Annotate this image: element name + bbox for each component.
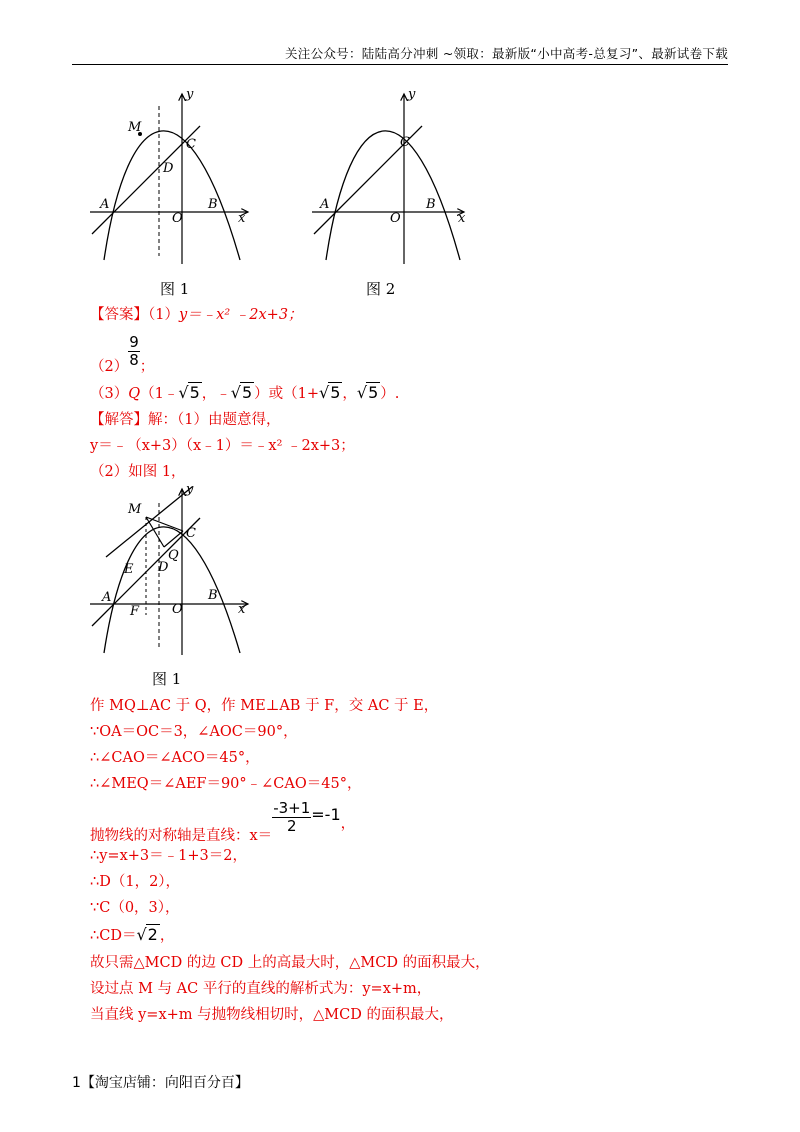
solution-line-5: ∵OA＝OC＝3，∠AOC＝90°，: [90, 724, 298, 740]
figure-1: [88, 88, 258, 268]
solution-line-9: ∴y=x+3＝﹣1+3＝2，: [90, 848, 247, 864]
answer-tag: 【答案】: [90, 307, 148, 323]
fig3-label-q: Q: [168, 548, 179, 563]
fig3-label-y: y: [186, 485, 194, 497]
header-divider: [72, 64, 728, 65]
fig2-label-a: A: [320, 197, 330, 212]
answer-line-3: （3）Q（1﹣√5 ，﹣√5 ）或（1+√5 ，√5 ）.: [90, 383, 400, 402]
fig1-label-d: D: [163, 161, 174, 176]
fig2-label-c: C: [400, 135, 410, 150]
fig3-label-o: O: [172, 602, 183, 617]
solution-line-14: 设过点 M 与 AC 平行的直线的解析式为：y=x+m，: [90, 981, 432, 997]
solution-line-7: ∴∠MEQ＝∠AEF＝90°﹣∠CAO＝45°，: [90, 776, 362, 792]
fig1-label-y: y: [186, 88, 194, 102]
solution-line-10: ∴D（1，2），: [90, 874, 181, 890]
fig2-label-x: x: [458, 211, 466, 226]
solution-line-11: ∵C（0，3），: [90, 900, 180, 916]
solution-line-13: 故只需△MCD 的边 CD 上的高最大时，△MCD 的面积最大，: [90, 955, 490, 971]
footer-text: 1【淘宝店铺：向阳百分百】: [72, 1075, 249, 1091]
fig1-label-a: A: [100, 197, 110, 212]
solution-tag: 【解答】: [90, 412, 148, 428]
fig2-label-b: B: [426, 197, 436, 212]
answer-line-2: （2） $\frac{9}{8}$ ；: [90, 333, 155, 375]
solution-line-12: ∴CD＝√2 ，: [90, 925, 175, 944]
fig2-label-y: y: [408, 88, 416, 102]
fig2-label-o: O: [390, 211, 401, 226]
figure-2-caption: 图 2: [366, 280, 396, 298]
figure-3: [88, 485, 258, 660]
fig3-label-d: D: [158, 560, 169, 575]
fig3-label-e: E: [124, 562, 134, 577]
fig1-label-b: B: [208, 197, 218, 212]
figure-3-caption: 图 1: [152, 670, 182, 688]
answer-line-1: 【答案】（1）y＝﹣x² ﹣2x+3；: [90, 307, 303, 323]
solution-line-2: y＝﹣（x+3）（x﹣1）＝﹣x² ﹣2x+3；: [90, 438, 355, 454]
solution-line-15: 当直线 y=x+m 与抛物线相切时，△MCD 的面积最大，: [90, 1007, 454, 1023]
solution-line-6: ∴∠CAO＝∠ACO＝45°，: [90, 750, 260, 766]
fig1-label-m: M: [128, 120, 142, 135]
solution-line-1: 【解答】解：（1）由题意得，: [90, 412, 281, 428]
fig3-label-c: C: [186, 526, 196, 541]
fig1-label-c: C: [186, 137, 196, 152]
fig3-label-b: B: [208, 588, 218, 603]
fig1-label-o: O: [172, 211, 183, 226]
solution-line-4: 作 MQ⊥AC 于 Q，作 ME⊥AB 于 F，交 AC 于 E，: [90, 698, 439, 714]
solution-line-3: （2）如图 1，: [90, 464, 186, 480]
figure-1-caption: 图 1: [160, 280, 190, 298]
solution-line-8: 抛物线的对称轴是直线：x＝ $\frac{-3+1}{2}$ =-1，: [90, 799, 356, 844]
fig3-label-f: F: [130, 604, 140, 619]
fig3-label-m: M: [128, 502, 142, 517]
figure-2: [310, 88, 480, 268]
fig1-label-x: x: [238, 211, 246, 226]
header-text: 关注公众号：陆陆高分冲刺 ~领取：最新版“小中高考-总复习”、最新试卷下载: [284, 46, 728, 61]
fig3-label-a: A: [102, 590, 112, 605]
fig3-label-x: x: [238, 602, 246, 617]
